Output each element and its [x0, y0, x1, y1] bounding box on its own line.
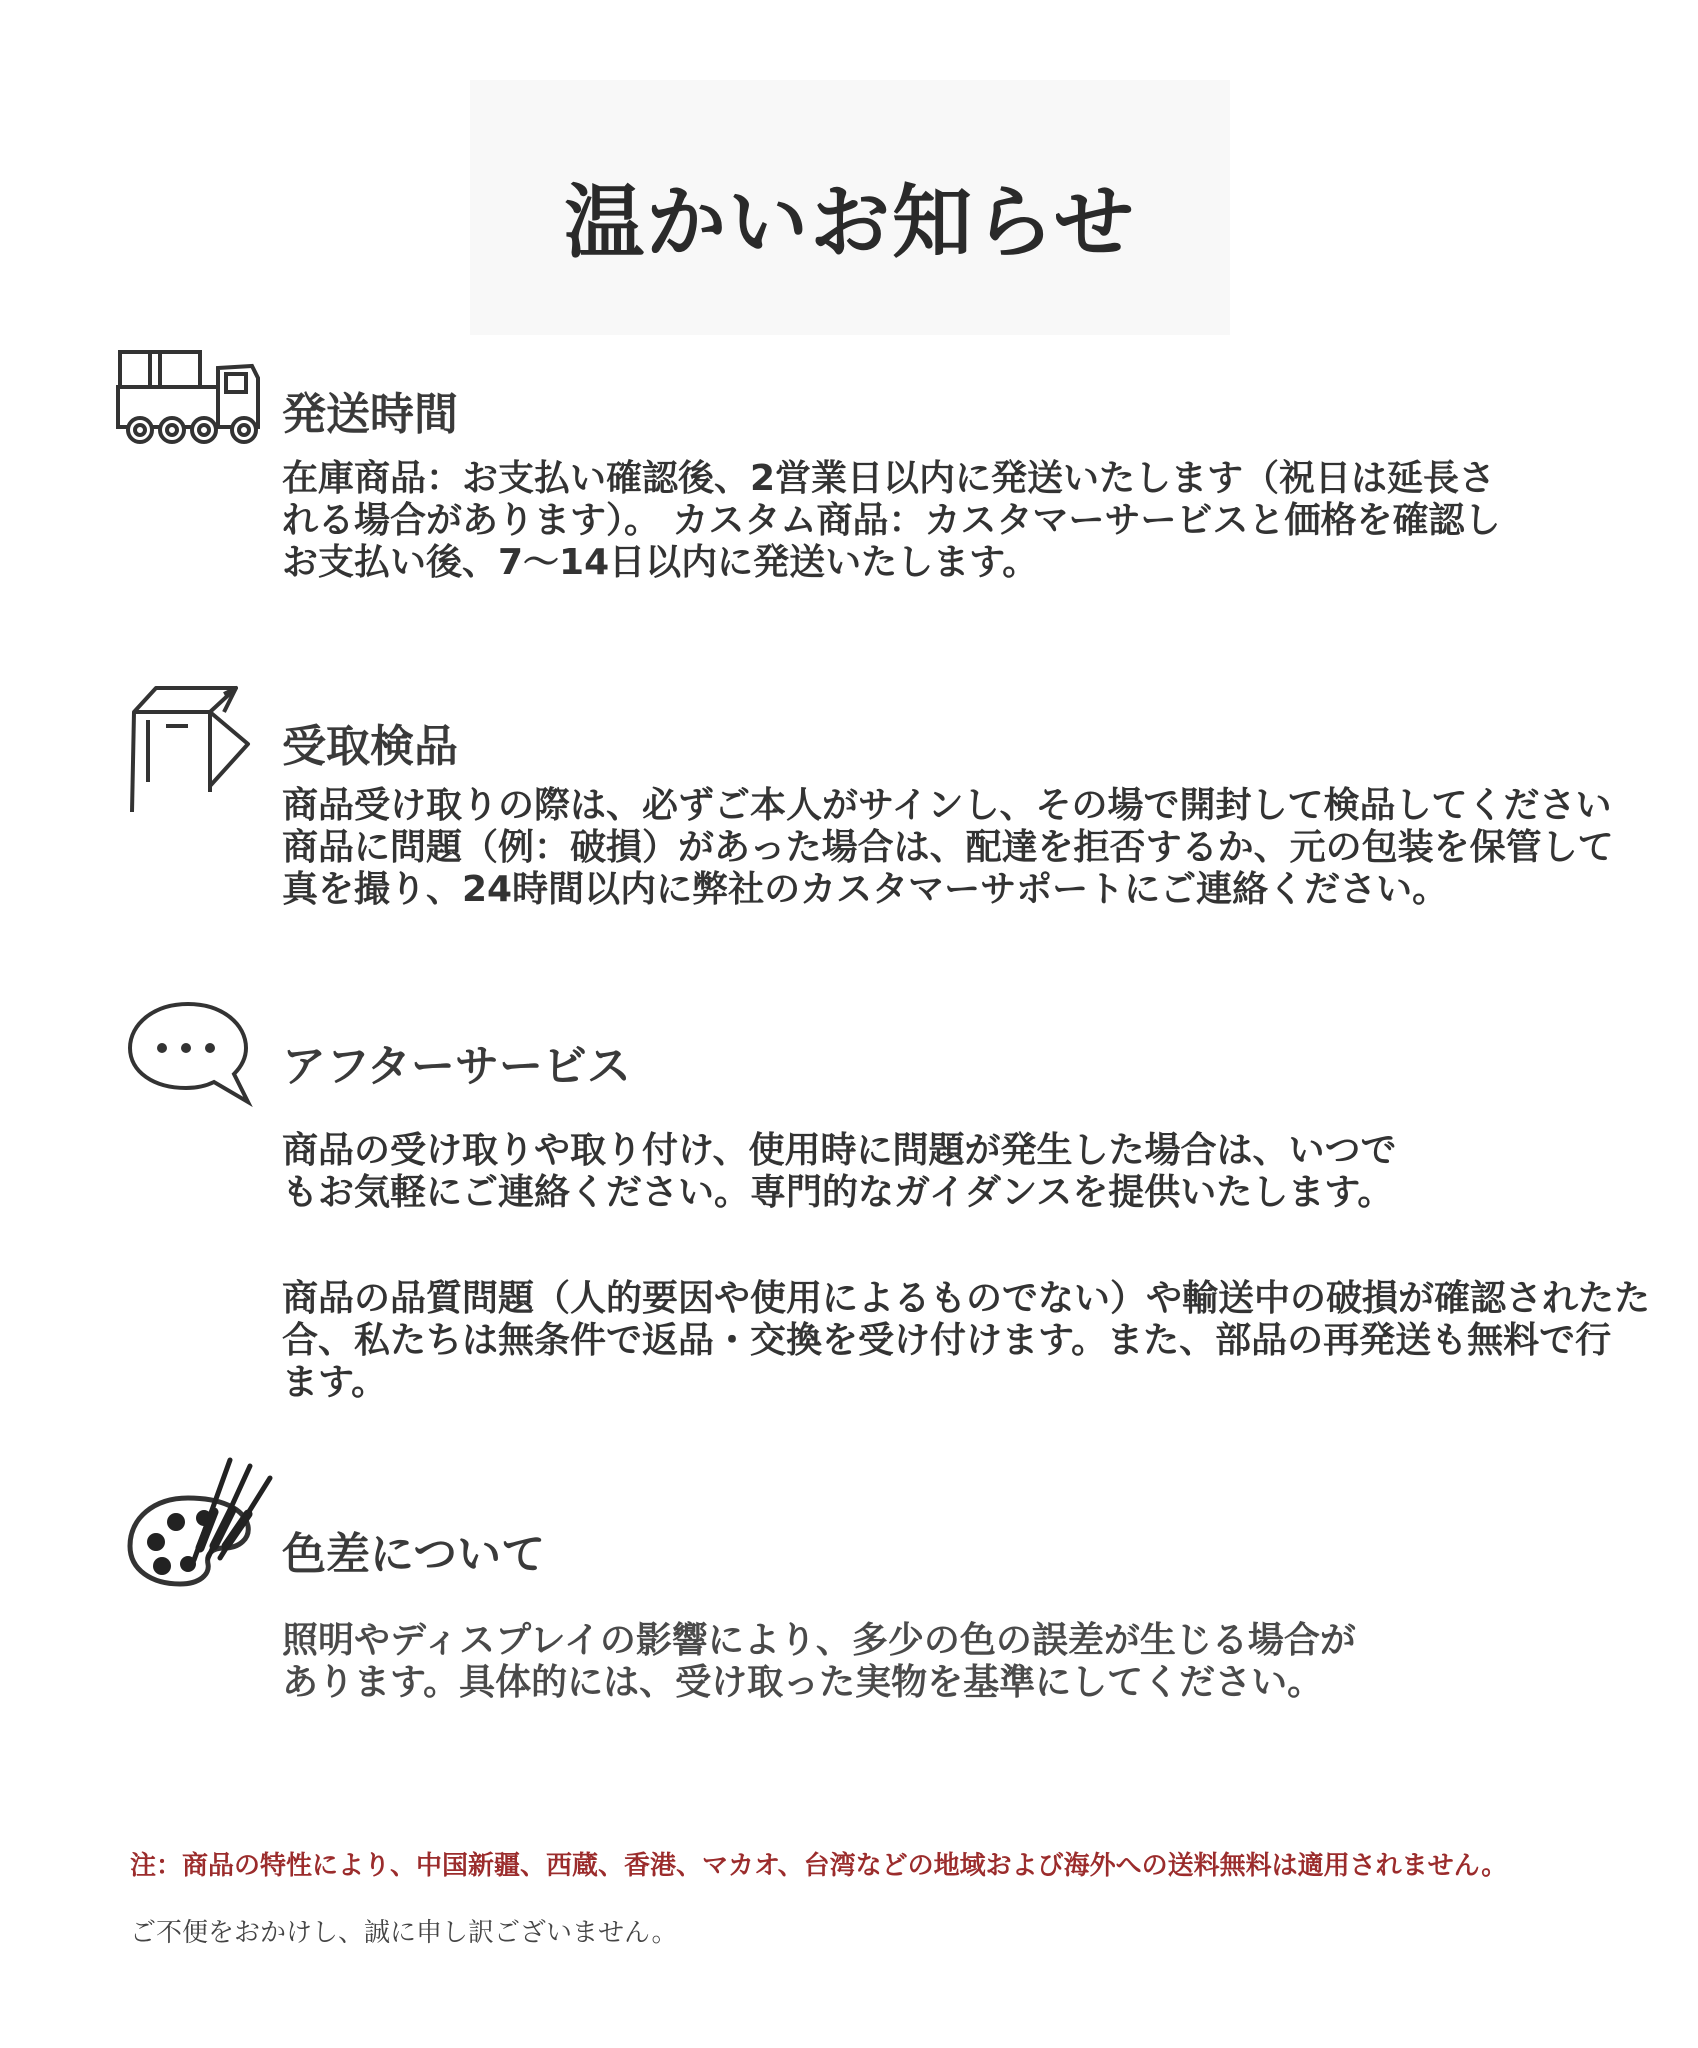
text-line: 商品に問題（例：破損）があった場合は、配達を拒否するか、元の包装を保管して [282, 827, 1614, 868]
shipping-note: 注：商品の特性により、中国新疆、西蔵、香港、マカオ、台湾などの地域および海外への送料無料は適用されません。 [130, 1851, 1508, 1881]
section-text-color [282, 1620, 1356, 1704]
text-line: 在庫商品：お支払い確認後、2営業日以内に発送いたします（祝日は延長さ [282, 458, 1496, 499]
text-line: お支払い後、7〜14日以内に発送いたします。 [282, 542, 1039, 583]
box-icon [126, 682, 256, 822]
section-text-inspection [282, 785, 1614, 911]
section-text-after-service [282, 1130, 1397, 1214]
text-line: 真を撮り、24時間以内に弊社のカスタマーサポートにご連絡ください。 [282, 869, 1449, 910]
section-text-returns [282, 1278, 1650, 1404]
section-heading-shipping: 発送時間 [282, 389, 458, 440]
text-line: ます。 [282, 1362, 388, 1403]
apology-text: ご不便をおかけし、誠に申し訳ございません。 [130, 1918, 678, 1948]
text-line: あります。具体的には、受け取った実物を基準にしてください。 [282, 1662, 1324, 1703]
section-text-shipping [282, 458, 1501, 584]
text-line: 合、私たちは無条件で返品・交換を受け付けます。また、部品の再発送も無料で行 [282, 1320, 1612, 1361]
page-title: 温かいお知らせ [564, 176, 1136, 269]
section-heading-color: 色差について [282, 1529, 546, 1580]
section-heading-after-service: アフターサービス [282, 1041, 631, 1092]
chat-bubble-icon [124, 998, 254, 1108]
truck-icon [112, 348, 262, 448]
text-line: もお気軽にご連絡ください。専門的なガイダンスを提供いたします。 [282, 1172, 1394, 1213]
paint-palette-icon [124, 1452, 284, 1592]
section-heading-inspection: 受取検品 [282, 721, 458, 772]
text-line: れる場合があります）。 カスタム商品：カスタマーサービスと価格を確認し [282, 500, 1501, 541]
text-line: 商品の品質問題（人的要因や使用によるものでない）や輸送中の破損が確認されたた [282, 1278, 1651, 1319]
title-box [470, 80, 1230, 335]
text-line: 照明やディスプレイの影響により、多少の色の誤差が生じる場合が [282, 1620, 1356, 1661]
text-line: 商品の受け取りや取り付け、使用時に問題が発生した場合は、いつで [282, 1130, 1397, 1171]
text-line: 商品受け取りの際は、必ずご本人がサインし、その場で開封して検品してください [282, 785, 1612, 826]
